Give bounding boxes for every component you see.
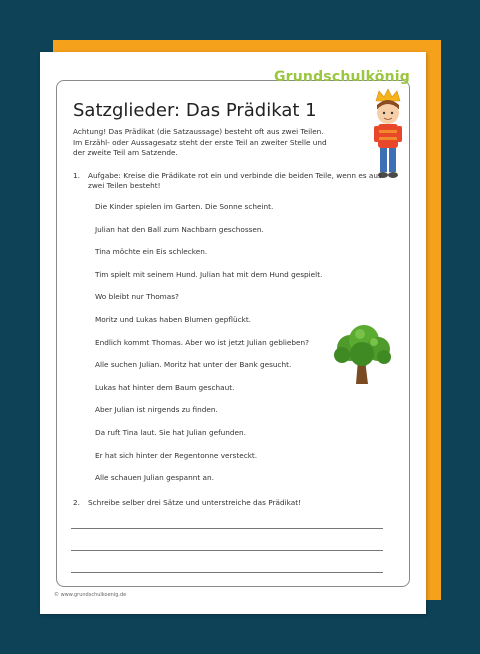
sentence: Tim spielt mit seinem Hund. Julian hat mit dem Hund gespielt. (95, 269, 323, 279)
brand-logo (274, 69, 410, 85)
answer-line[interactable] (71, 550, 383, 551)
sentence: Lukas hat hinter dem Baum geschaut. (95, 382, 235, 392)
answer-line[interactable] (71, 572, 383, 573)
intro-line: der zweite Teil am Satzende. (73, 148, 178, 157)
sentence: Alle suchen Julian. Moritz hat unter der Bank gesucht. (95, 360, 292, 370)
sentence: Da ruft Tina laut. Sie hat Julian gefunden. (95, 427, 246, 437)
task-2 (73, 498, 301, 507)
page-title: Satzglieder: Das Prädikat 1 (73, 100, 317, 121)
worksheet-page (40, 52, 426, 614)
sentence: Moritz und Lukas haben Blumen gepflückt. (95, 314, 252, 324)
sentence: Tina möchte ein Eis schlecken. (95, 247, 208, 257)
task-2-text: Schreibe selber drei Sätze und unterstreiche das Prädikat! (88, 498, 301, 507)
sentence: Wo bleibt nur Thomas? (95, 292, 179, 302)
sentence: Endlich kommt Thomas. Aber wo ist jetzt Julian geblieben? (95, 337, 310, 347)
task-1 (73, 171, 393, 191)
task-2-number: 2. (73, 498, 80, 507)
sentence: Die Kinder spielen im Garten. Die Sonne scheint. (95, 202, 274, 211)
sentence: Er hat sich hinter der Regentonne versteckt. (95, 450, 258, 460)
task-1-text: Aufgabe: Kreise die Prädikate rot ein und verbinde die beiden Teile, wenn es aus zwei Teilen besteht! (88, 171, 382, 190)
sentence: Aber Julian ist nirgends zu finden. (95, 405, 218, 415)
sentence: Julian hat den Ball zum Nachbarn geschossen. (95, 224, 264, 234)
sentence: Alle schauen Julian gespannt an. (95, 473, 214, 483)
boy-with-crown-icon (370, 87, 406, 182)
tree-icon (330, 322, 395, 387)
answer-line[interactable] (71, 528, 383, 529)
brand-name: Grundschulkönig (273, 69, 410, 85)
task-1-number: 1. (73, 171, 80, 180)
sentence-list (95, 202, 322, 496)
intro-line: Achtung! Das Prädikat (die Satzaussage) besteht oft aus zwei Teilen. (73, 127, 324, 136)
intro-line: Im Erzähl- oder Aussagesatz steht der erste Teil an zweiter Stelle und (73, 137, 327, 147)
intro-text (73, 127, 343, 159)
copyright-note: © www.grundschulkoenig.de (54, 592, 127, 598)
